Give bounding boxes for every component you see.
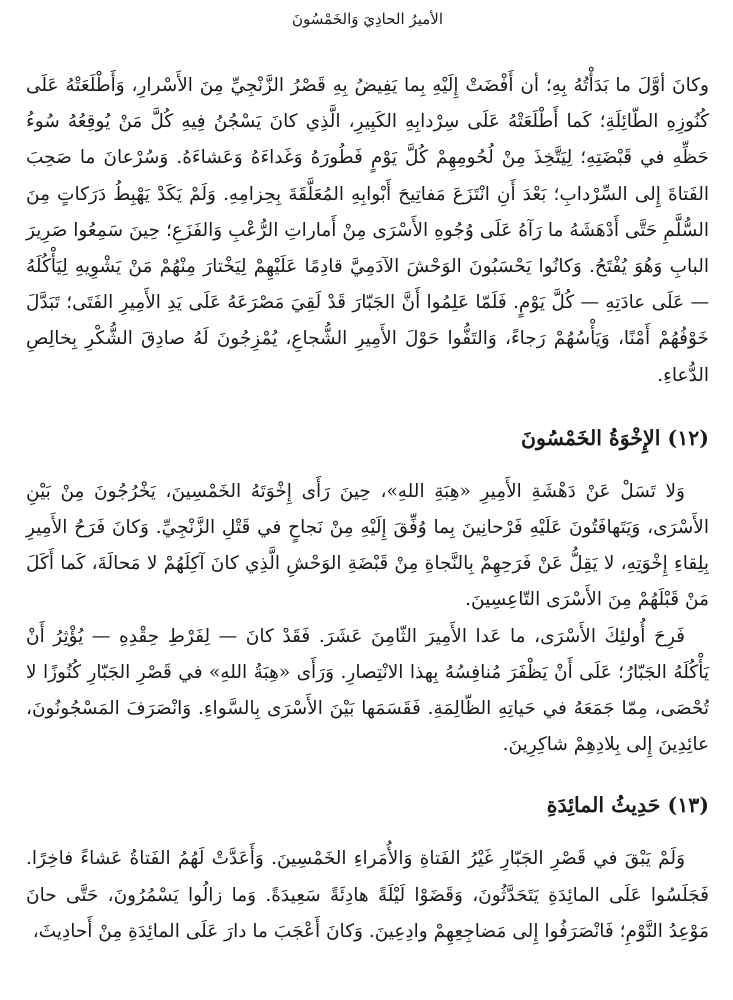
intro-paragraph: وكانَ أوَّلَ ما بَدَأْتُهُ بِهِ؛ أن أَفْضَتْ إِلَيْهِ بِما يَفِيضُ بِهِ قَصْرُ الزَّنْجِيِّ مِنَ الأَسْرارِ، وَأَطْلَعَتْهُ عَلَى كُنُوزِهِ الطّائِلَةِ؛ كَما أَطْلَعَتْهُ عَلَى سِرْدابِهِ الكَبِيرِ، الَّذِي كانَ يَسْجُنُ فِيهِ كُلَّ مَنْ يُوقِعُهُ سُوءُ حَظِّهِ في قَبْضَتِهِ؛ لِيَتَّخِذَ مِنْ لُحُومِهِمْ كُلَّ يَوْمٍ فَطُورَهُ وَغَداءَهُ وَعَشاءَهُ. وَسُرْعانَ ما صَحِبَ الفَتاةَ إِلى السِّرْدابِ؛ بَعْدَ أَنِ انْتَزَعَ مَفاتِيحَ أَبْوابِهِ المُعَلَّقَةَ بِحِزامِهِ. وَلَمْ يَكَدْ يَهْبِطُ دَرَكاتٍ مِنَ السُّلَّمِ حَتَّى أَدْهَشَهُ ما رَآهُ عَلَى وُجُوهِ الأَسْرَى مِنْ أَماراتِ الرُّعْبِ وَالفَزَعِ؛ حِينَ سَمِعُوا صَرِيرَ البابِ وَهُوَ يُفْتَحُ. وَكانُوا يَحْسَبُونَ الوَحْشَ الآدَمِيَّ قادِمًا عَلَيْهِمْ لِيَخْتارَ مِنْهُمْ مَنْ يَشْوِيهِ لِيَأْكُلَهُ — عَلَى عادَتِهِ — كُلَّ يَوْمٍ. فَلَمّا عَلِمُوا أَنَّ الجَبّارَ قَدْ لَقِيَ مَصْرَعَهُ عَلَى يَدِ الأَمِيرِ الفَتَى؛ تَبَدَّلَ خَوْفُهُمْ أَمْنًا، وَيَأْسُهُمْ رَجاءً، وَالتَفُّوا حَوْلَ الأَمِيرِ الشُّجاعِ، يُمْزِجُونَ لَهُ صادِقَ الشُّكْرِ بِخالِصِ الدُّعاءِ. <box>26 75 709 386</box>
section-12-paragraph-1: وَلا تَسَلْ عَنْ دَهْشَةِ الأَمِيرِ «هِبَةِ اللهِ»، حِينَ رَأَى إِخْوَتَهُ الخَمْسِينَ، يَخْرُجُونَ مِنْ بَيْنِ الأَسْرَى، وَيَتَهافَتُونَ عَلَيْهِ فَرْحانِينَ بِما وُفِّقَ إِلَيْهِ مِنْ نَجاحٍ في قَتْلِ الزَّنْجِيِّ. وَكانَ فَرَحُ الأَمِيرِ بِلِقاءِ إِخْوَتِهِ، لا يَقِلُّ عَنْ فَرَحِهِمْ بِالنَّجاةِ مِنْ قَبْضَةِ الوَحْشِ الَّذِي كانَ آكِلَهُمْ لا مَحالَةَ، كَما أَكَلَ مَنْ قَبْلَهُمْ مِنَ الأَسْرَى التّاعِسِينَ. <box>26 480 709 611</box>
spacer <box>26 763 709 791</box>
running-header: الأميرُ الحادِيَ وَالخَمْسُونَ <box>292 10 443 28</box>
spacer <box>26 394 709 424</box>
spacer <box>26 819 709 841</box>
section-heading-12: (١٢) الإِخْوَةُ الخَمْسُونَ <box>520 425 709 450</box>
section-heading-13: (١٣) حَدِيثُ المائِدَةِ <box>546 793 709 818</box>
spacer <box>26 452 709 474</box>
section-12-paragraph-2: فَرِحَ أُولئِكَ الأَسْرَى، ما عَدا الأَمِيرَ الثّامِنَ عَشَرَ. فَقَدْ كانَ — لِفَرْطِ حِقْدِهِ — يُؤْثِرُ أَنْ يَأْكُلَهُ الجَبّارُ؛ عَلَى أَنْ يَظْفَرَ مُنافِسُهُ بِهذا الانْتِصارِ. وَرَأَى «هِبَةُ اللهِ» في قَصْرِ الجَبّارِ كُنُوزًا لا تُحْصَى، مِمّا جَمَعَهُ في حَياتِهِ الظّالِمَةِ. فَقَسَمَها بَيْنَ الأَسْرَى بِالسَّواءِ. وَانْصَرَفَ المَسْجُونُونَ، عائِدِينَ إِلى بِلادِهِمْ شاكِرِينَ. <box>26 625 709 756</box>
section-13-paragraph-1: وَلَمْ يَبْقَ في قَصْرِ الجَبّارِ غَيْرُ الفَتاةِ وَالأُمَراءِ الخَمْسِينَ. وَأَعَدَّتْ لَهُمُ الفَتاةُ عَشاءً فاخِرًا. فَجَلَسُوا عَلَى المائِدَةِ يَتَحَدَّثُونَ، وَقَضَوْا لَيْلَةً هادِئَةً سَعِيدَةً. وَما زالُوا يَسْمُرُونَ، حَتَّى حانَ مَوْعِدُ النَّوْمِ؛ فَانْصَرَفُوا إِلى مَضاجِعِهِمْ وادِعِينَ. وَكانَ أَعْجَبَ ما دارَ عَلَى المائِدَةِ مِنْ أَحادِيثَ، <box>26 848 709 942</box>
